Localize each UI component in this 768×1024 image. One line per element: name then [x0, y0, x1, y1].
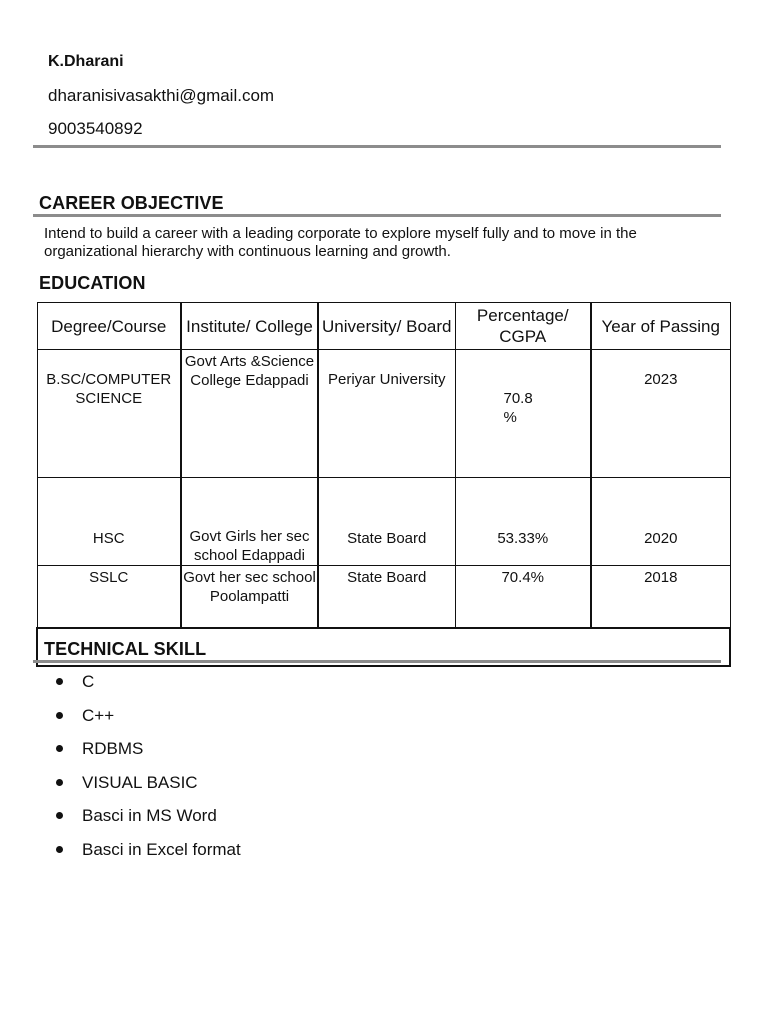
- technical-skill-heading: TECHNICAL SKILL: [44, 639, 207, 659]
- career-objective-heading: CAREER OBJECTIVE: [39, 193, 224, 213]
- skills-divider: [33, 660, 721, 663]
- skill-label: RDBMS: [82, 739, 144, 759]
- table-cell: 53.33%: [455, 478, 591, 566]
- percentage-value: 70.8 %: [503, 390, 533, 426]
- bullet-icon: [56, 779, 63, 786]
- column-header: Institute/ College: [181, 303, 318, 350]
- table-cell: [455, 350, 591, 478]
- table-row: [37, 478, 730, 566]
- column-header: Year of Passing: [591, 303, 730, 350]
- table-row: [37, 350, 730, 478]
- table-cell: SSLC: [37, 566, 181, 629]
- table-cell: Periyar University: [318, 350, 455, 478]
- education-heading: EDUCATION: [39, 273, 146, 293]
- bullet-icon: [56, 745, 63, 752]
- table-header-row: [37, 303, 730, 350]
- table-cell: State Board: [318, 478, 455, 566]
- education-table: [36, 302, 731, 667]
- column-header: Degree/Course: [37, 303, 181, 350]
- column-header: Percentage/ CGPA: [455, 303, 591, 350]
- table-cell: Govt Girls her sec school Edappadi: [181, 478, 318, 566]
- bullet-icon: [56, 812, 63, 819]
- list-item: [52, 773, 241, 807]
- list-item: [52, 840, 241, 874]
- bullet-icon: [56, 712, 63, 719]
- skills-list: [52, 672, 241, 874]
- candidate-name: K.Dharani: [48, 53, 124, 70]
- career-objective-text: Intend to build a career with a leading corporate to explore myself fully and to move in the organizational hierarchy with continuous learning and growth.: [44, 225, 637, 260]
- table-cell: 70.4%: [455, 566, 591, 629]
- table-cell: Govt Arts &Science College Edappadi: [181, 350, 318, 478]
- header-divider: [33, 145, 721, 148]
- table-cell: B.SC/COMPUTER SCIENCE: [37, 350, 181, 478]
- bullet-icon: [56, 678, 63, 685]
- table-cell: HSC: [37, 478, 181, 566]
- bullet-icon: [56, 846, 63, 853]
- career-divider: [33, 214, 721, 217]
- list-item: [52, 706, 241, 740]
- table-cell: 2018: [591, 566, 730, 629]
- skill-label: Basci in MS Word: [82, 806, 217, 826]
- list-item: [52, 806, 241, 840]
- skill-label: VISUAL BASIC: [82, 772, 198, 792]
- column-header: University/ Board: [318, 303, 455, 350]
- skill-label: Basci in Excel format: [82, 839, 241, 859]
- table-cell: State Board: [318, 566, 455, 629]
- table-cell: 2020: [591, 478, 730, 566]
- table-cell: Govt her sec school Poolampatti: [181, 566, 318, 629]
- skill-label: C++: [82, 705, 115, 725]
- table-cell: 2023: [591, 350, 730, 478]
- skill-label: C: [82, 672, 95, 691]
- list-item: [52, 739, 241, 773]
- phone-number: 9003540892: [48, 119, 143, 138]
- email-address: dharanisivasakthi@gmail.com: [48, 86, 275, 105]
- table-row: [37, 566, 730, 629]
- list-item: [52, 672, 241, 706]
